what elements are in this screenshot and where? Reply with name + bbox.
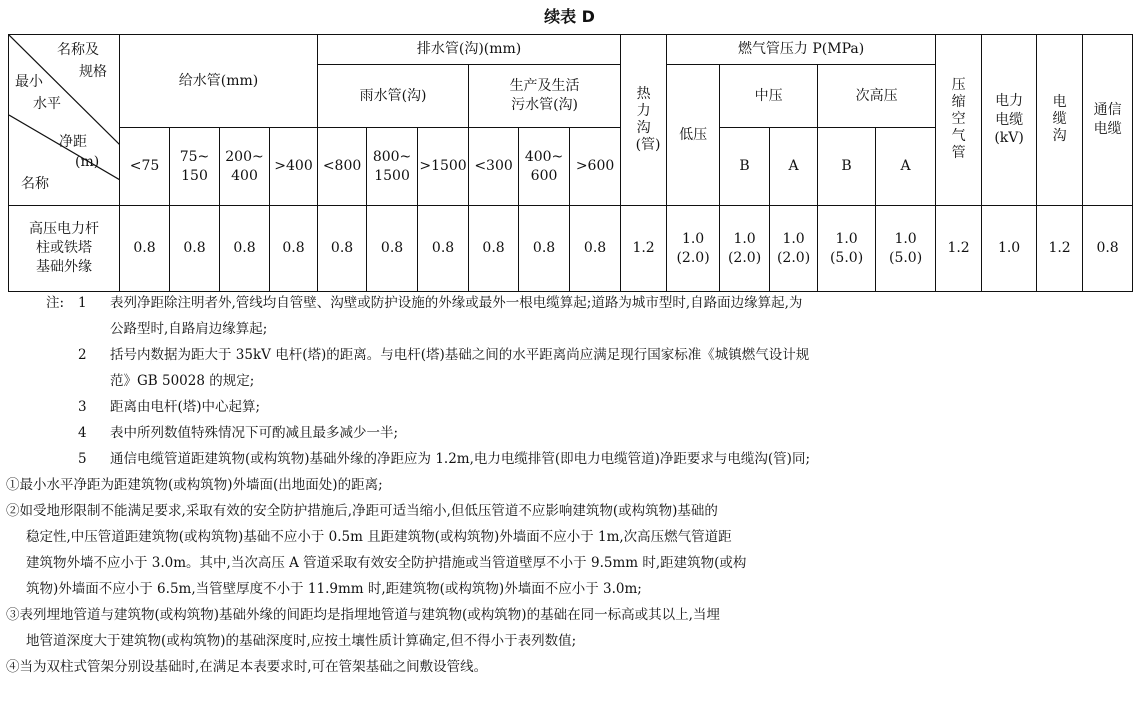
value-cell: 0.8 (220, 206, 270, 292)
note-number: 1 (78, 295, 87, 311)
gas-mid-a: A (770, 128, 818, 206)
value-cell: 0.8 (570, 206, 621, 292)
corner-label-unit: (m) (75, 154, 100, 170)
sub-note-3: ③表列埋地管道与建筑物(或构筑物)基础外缘的间距均是指埋地管道与建筑物(或构筑物)的基础在同一标高或其以上,当埋 地管道深度大于建筑物(或构筑物)的基础深度时,应按土壤性质计算确定,但不得小于表列数值; (6, 607, 720, 649)
corner-label-min: 最小 (15, 74, 43, 90)
table-notes (6, 290, 1131, 680)
gas-low-header: 低压 (667, 65, 720, 206)
value-cell: 0.8 (318, 206, 367, 292)
note-text: 公路型时,自路肩边缘算起; (110, 321, 268, 337)
rain-pipe-header: 雨水管(沟) (318, 65, 469, 128)
note-text: 表中所列数值特殊情况下可酌减且最多减少一半; (110, 425, 399, 441)
comm-cable-header: 通信电缆 (1083, 35, 1133, 206)
gas-value-cell: 1.0 (5.0) (876, 206, 936, 292)
note-5 (46, 446, 1131, 472)
value-cell: 1.2 (1037, 206, 1083, 292)
gas-value-cell: 1.0 (2.0) (720, 206, 770, 292)
water-pipe-header: 给水管(mm) (120, 35, 318, 128)
gas-value-cell: 1.0 (2.0) (667, 206, 720, 292)
clearance-table (8, 34, 1133, 292)
sub-note-2: ②如受地形限制不能满足要求,采取有效的安全防护措施后,净距可适当缩小,但低压管道不应影响建筑物(或构筑物)基础的 稳定性,中压管道距建筑物(或构筑物)基础不应小于 0.5m 且距建筑物(或构筑物)外墙面不应小于 1m,次高压燃气管道距 建筑物外墙不应小于 3.0m。其中,当次高压 A 管道采取有效安全防护措施或当管道壁厚不小于 9.5mm 时,距建筑物(或构 筑物)外墙面不应小于 6.5m,当管壁厚度不小于 11.9mm 时,距建筑物(或构筑物)外墙面不应小于 3.0m; (6, 503, 747, 597)
corner-header-cell (9, 35, 120, 206)
value-cell: 0.8 (418, 206, 469, 292)
gas-value-cell: 1.0 (2.0) (770, 206, 818, 292)
row-name-cell: 高压电力杆 柱或铁塔 基础外缘 (9, 206, 120, 292)
note-text: 表列净距除注明者外,管线均自管壁、沟壁或防护设施的外缘或最外一根电缆算起;道路为城市型时,自路面边缘算起,为 (110, 295, 803, 311)
value-cell: 0.8 (270, 206, 318, 292)
corner-label-clearance: 净距 (59, 134, 87, 150)
sub-note-1: ①最小水平净距为距建筑物(或构筑物)外墙面(出地面处)的距离; (6, 477, 383, 493)
gas-mid-header: 中压 (720, 65, 818, 128)
gas-value-cell: 1.0 (5.0) (818, 206, 876, 292)
note-text: 括号内数据为距大于 35kV 电杆(塔)的距离。与电杆(塔)基础之间的水平距离尚应满足现行国家标准《城镇燃气设计规 (110, 347, 810, 363)
note-4 (46, 420, 1131, 446)
note-3 (46, 394, 1131, 420)
size-rain-1: <800 (318, 128, 367, 206)
size-water-2: 75~ 150 (170, 128, 220, 206)
compressed-air-header: 压缩空气管 (936, 35, 982, 206)
note-text: 距离由电杆(塔)中心起算; (110, 399, 261, 415)
table-title: 续表 D (544, 7, 595, 26)
size-sewage-2: 400~ 600 (519, 128, 570, 206)
size-sewage-3: >600 (570, 128, 621, 206)
notes-label: 注: (46, 295, 65, 311)
sewage-line-2: 污水管(沟) (511, 97, 579, 113)
value-cell: 1.2 (621, 206, 667, 292)
value-cell: 0.8 (519, 206, 570, 292)
gas-sub-high-header: 次高压 (818, 65, 936, 128)
note-1 (46, 290, 1131, 342)
corner-label-name: 名称 (21, 176, 49, 192)
gas-sub-a: A (876, 128, 936, 206)
value-cell: 0.8 (1083, 206, 1133, 292)
corner-label-top: 名称及 (57, 42, 99, 58)
power-cable-header: 电力电缆(kV) (982, 35, 1037, 206)
size-water-3: 200~ 400 (220, 128, 270, 206)
note-number: 4 (78, 425, 87, 441)
size-water-1: <75 (120, 128, 170, 206)
gas-sub-b: B (818, 128, 876, 206)
note-text: 通信电缆管道距建筑物(或构筑物)基础外缘的净距应为 1.2m,电力电缆排管(即电力电缆管道)净距要求与电缆沟(管)同; (110, 451, 811, 467)
size-rain-2: 800~ 1500 (367, 128, 418, 206)
cable-trench-header: 电缆沟 (1037, 35, 1083, 206)
note-number: 3 (78, 399, 87, 415)
gas-mid-b: B (720, 128, 770, 206)
gas-pipe-header: 燃气管压力 P(MPa) (667, 35, 936, 65)
value-cell: 0.8 (120, 206, 170, 292)
sub-note-4: ④当为双柱式管架分别设基础时,在满足本表要求时,可在管架基础之间敷设管线。 (6, 659, 488, 675)
sewage-line-1: 生产及生活 (509, 78, 580, 95)
heat-trench-header: 热力沟(管) (621, 35, 667, 206)
note-number: 5 (78, 451, 87, 467)
note-2 (46, 342, 1131, 394)
size-sewage-1: <300 (469, 128, 519, 206)
value-cell: 1.2 (936, 206, 982, 292)
drain-pipe-header: 排水管(沟)(mm) (318, 35, 621, 65)
corner-label-horizontal: 水平 (33, 96, 61, 112)
size-water-4: >400 (270, 128, 318, 206)
sewage-pipe-header (469, 65, 621, 128)
corner-label-spec: 规格 (79, 64, 107, 80)
value-cell: 0.8 (170, 206, 220, 292)
value-cell: 0.8 (367, 206, 418, 292)
value-cell: 0.8 (469, 206, 519, 292)
size-rain-3: >1500 (418, 128, 469, 206)
value-cell: 1.0 (982, 206, 1037, 292)
note-text: 范》GB 50028 的规定; (110, 373, 255, 389)
note-number: 2 (78, 347, 87, 363)
